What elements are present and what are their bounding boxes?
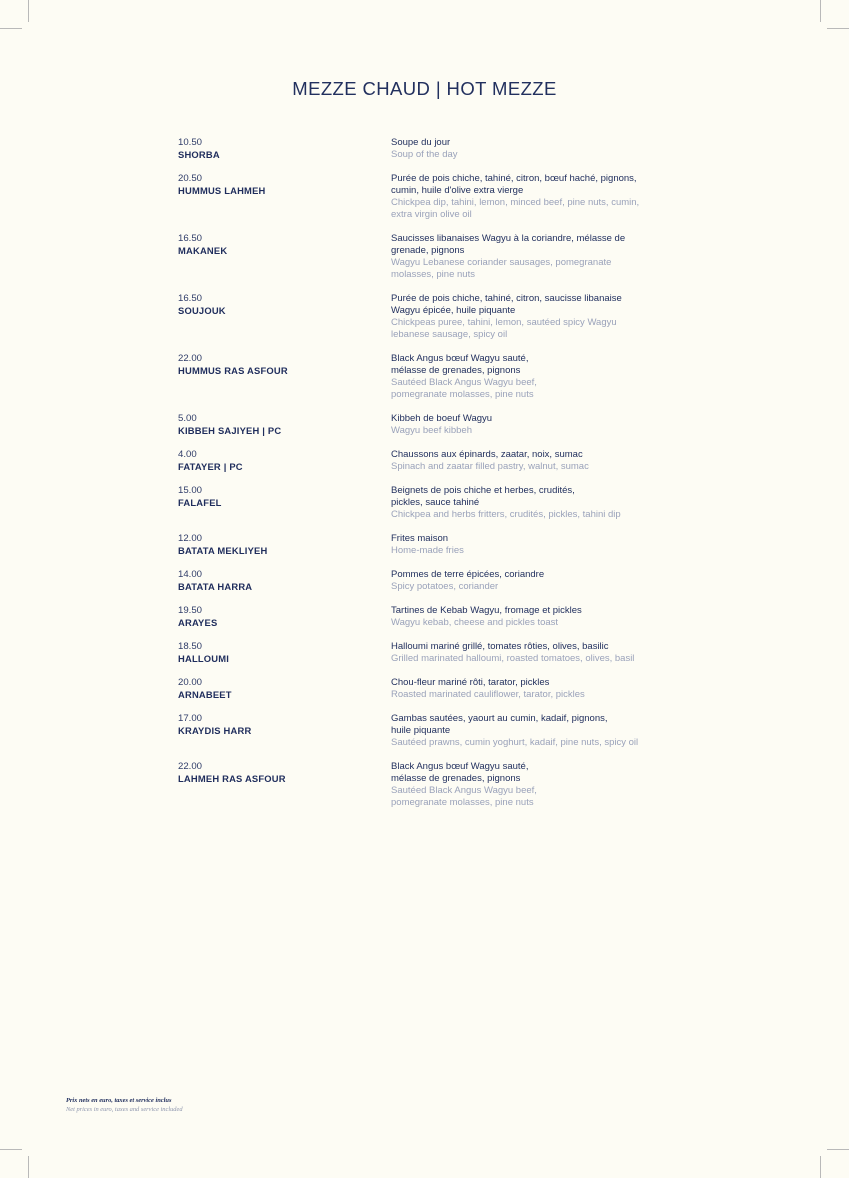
- description-en: Home-made fries: [391, 545, 464, 556]
- menu-item-description: [391, 293, 691, 341]
- menu-item-header: [178, 485, 378, 509]
- menu-item-header: [178, 533, 378, 557]
- menu-item-name: FATAYER | PC: [178, 461, 243, 472]
- crop-mark: [28, 1156, 29, 1178]
- menu-item-description: [391, 137, 691, 161]
- description-en: Roasted marinated cauliflower, tarator, pickles: [391, 689, 585, 700]
- menu-item-header: [178, 641, 378, 665]
- description-en: Soup of the day: [391, 149, 458, 160]
- crop-mark: [28, 0, 29, 22]
- description-en: Grilled marinated halloumi, roasted tomatoes, olives, basil: [391, 653, 635, 664]
- menu-item-header: [178, 233, 378, 257]
- description-en: pomegranate molasses, pine nuts: [391, 797, 534, 808]
- menu-item-description: [391, 713, 691, 749]
- description-fr: Pommes de terre épicées, coriandre: [391, 569, 545, 580]
- menu-item-description: [391, 173, 691, 221]
- description-fr: Beignets de pois chiche et herbes, crudités,: [391, 485, 575, 496]
- menu-item-header: [178, 137, 378, 161]
- crop-mark: [827, 28, 849, 29]
- menu-item-price: 19.50: [178, 605, 203, 616]
- description-en: extra virgin olive oil: [391, 209, 472, 220]
- menu-item-name: BATATA MEKLIYEH: [178, 545, 268, 556]
- menu-item-description: [391, 353, 691, 401]
- description-en: Sautéed Black Angus Wagyu beef,: [391, 785, 537, 796]
- description-en: pomegranate molasses, pine nuts: [391, 389, 534, 400]
- menu-item-description: [391, 413, 691, 437]
- menu-item-price: 5.00: [178, 413, 197, 424]
- description-fr: cumin, huile d'olive extra vierge: [391, 185, 524, 196]
- menu-item-price: 20.50: [178, 173, 203, 184]
- crop-mark: [0, 28, 22, 29]
- description-fr: Purée de pois chiche, tahiné, citron, saucisse libanaise: [391, 293, 622, 304]
- menu-item-name: BATATA HARRA: [178, 581, 253, 592]
- menu-item-description: [391, 605, 691, 629]
- description-fr: Halloumi mariné grillé, tomates rôties, olives, basilic: [391, 641, 609, 652]
- crop-mark: [0, 1149, 22, 1150]
- menu-item-name: FALAFEL: [178, 497, 222, 508]
- crop-mark: [820, 0, 821, 22]
- menu-item-header: [178, 569, 378, 593]
- menu-item-price: 4.00: [178, 449, 197, 460]
- menu-item-description: [391, 533, 691, 557]
- menu-item-description: [391, 569, 691, 593]
- description-fr: Kibbeh de boeuf Wagyu: [391, 413, 493, 424]
- menu-item-header: [178, 353, 378, 377]
- description-en: Spicy potatoes, coriander: [391, 581, 499, 592]
- menu-item-name: KRAYDIS HARR: [178, 725, 252, 736]
- description-fr: Soupe du jour: [391, 137, 451, 148]
- menu-item-price: 22.00: [178, 761, 203, 772]
- menu-item-description: [391, 677, 691, 701]
- menu-item-price: 17.00: [178, 713, 203, 724]
- description-en: Chickpea and herbs fritters, crudités, pickles, tahini dip: [391, 509, 621, 520]
- footer-note-en: Net prices in euro, taxes and service included: [66, 1106, 183, 1113]
- menu-item-header: [178, 413, 378, 437]
- menu-item-name: ARAYES: [178, 617, 218, 628]
- description-en: Wagyu kebab, cheese and pickles toast: [391, 617, 559, 628]
- description-en: Spinach and zaatar filled pastry, walnut, sumac: [391, 461, 589, 472]
- page-title: MEZZE CHAUD | HOT MEZZE: [292, 78, 557, 100]
- description-en: molasses, pine nuts: [391, 269, 475, 280]
- description-fr: Chaussons aux épinards, zaatar, noix, sumac: [391, 449, 583, 460]
- description-fr: Wagyu épicée, huile piquante: [391, 305, 516, 316]
- menu-item-price: 10.50: [178, 137, 203, 148]
- menu-item-description: [391, 485, 691, 521]
- description-en: Wagyu Lebanese coriander sausages, pomegranate: [391, 257, 612, 268]
- description-fr: Purée de pois chiche, tahiné, citron, bœuf haché, pignons,: [391, 173, 637, 184]
- description-fr: Black Angus bœuf Wagyu sauté,: [391, 761, 529, 772]
- menu-item-name: SOUJOUK: [178, 305, 226, 316]
- menu-item-header: [178, 761, 378, 785]
- menu-item-price: 20.00: [178, 677, 203, 688]
- menu-item-description: [391, 233, 691, 281]
- menu-item-name: LAHMEH RAS ASFOUR: [178, 773, 286, 784]
- menu-item-name: ARNABEET: [178, 689, 232, 700]
- description-en: Sautéed prawns, cumin yoghurt, kadaif, pine nuts, spicy oil: [391, 737, 639, 748]
- description-fr: pickles, sauce tahiné: [391, 497, 480, 508]
- menu-item-name: MAKANEK: [178, 245, 228, 256]
- footer-note: [66, 1096, 183, 1114]
- menu-item-header: [178, 293, 378, 317]
- menu-item-header: [178, 713, 378, 737]
- menu-item-name: SHORBA: [178, 149, 220, 160]
- description-en: Chickpea dip, tahini, lemon, minced beef, pine nuts, cumin,: [391, 197, 640, 208]
- menu-item-price: 22.00: [178, 353, 203, 364]
- menu-item-price: 15.00: [178, 485, 203, 496]
- menu-item-price: 14.00: [178, 569, 203, 580]
- menu-item-name: KIBBEH SAJIYEH | PC: [178, 425, 282, 436]
- description-en: Sautéed Black Angus Wagyu beef,: [391, 377, 537, 388]
- description-en: Chickpeas puree, tahini, lemon, sautéed spicy Wagyu: [391, 317, 617, 328]
- description-fr: mélasse de grenades, pignons: [391, 365, 521, 376]
- description-fr: Saucisses libanaises Wagyu à la coriandre, mélasse de: [391, 233, 626, 244]
- menu-item-description: [391, 641, 691, 665]
- menu-item-header: [178, 173, 378, 197]
- description-fr: mélasse de grenades, pignons: [391, 773, 521, 784]
- description-fr: Tartines de Kebab Wagyu, fromage et pickles: [391, 605, 582, 616]
- menu-item-price: 16.50: [178, 293, 203, 304]
- crop-mark: [827, 1149, 849, 1150]
- crop-mark: [820, 1156, 821, 1178]
- menu-item-name: HALLOUMI: [178, 653, 230, 664]
- menu-item-header: [178, 605, 378, 629]
- menu-item-description: [391, 761, 691, 809]
- description-fr: Black Angus bœuf Wagyu sauté,: [391, 353, 529, 364]
- menu-item-header: [178, 677, 378, 701]
- menu-item-price: 16.50: [178, 233, 203, 244]
- menu-item-name: HUMMUS RAS ASFOUR: [178, 365, 288, 376]
- menu-item-header: [178, 449, 378, 473]
- menu-item-name: HUMMUS LAHMEH: [178, 185, 266, 196]
- description-fr: Chou-fleur mariné rôti, tarator, pickles: [391, 677, 550, 688]
- description-fr: Gambas sautées, yaourt au cumin, kadaif, pignons,: [391, 713, 608, 724]
- description-fr: huile piquante: [391, 725, 451, 736]
- footer-note-fr: Prix nets en euro, taxes et service inclus: [66, 1097, 172, 1104]
- menu-item-price: 18.50: [178, 641, 203, 652]
- menu-item-description: [391, 449, 691, 473]
- description-en: Wagyu beef kibbeh: [391, 425, 472, 436]
- description-fr: grenade, pignons: [391, 245, 465, 256]
- description-fr: Frites maison: [391, 533, 449, 544]
- description-en: lebanese sausage, spicy oil: [391, 329, 508, 340]
- menu-item-price: 12.00: [178, 533, 203, 544]
